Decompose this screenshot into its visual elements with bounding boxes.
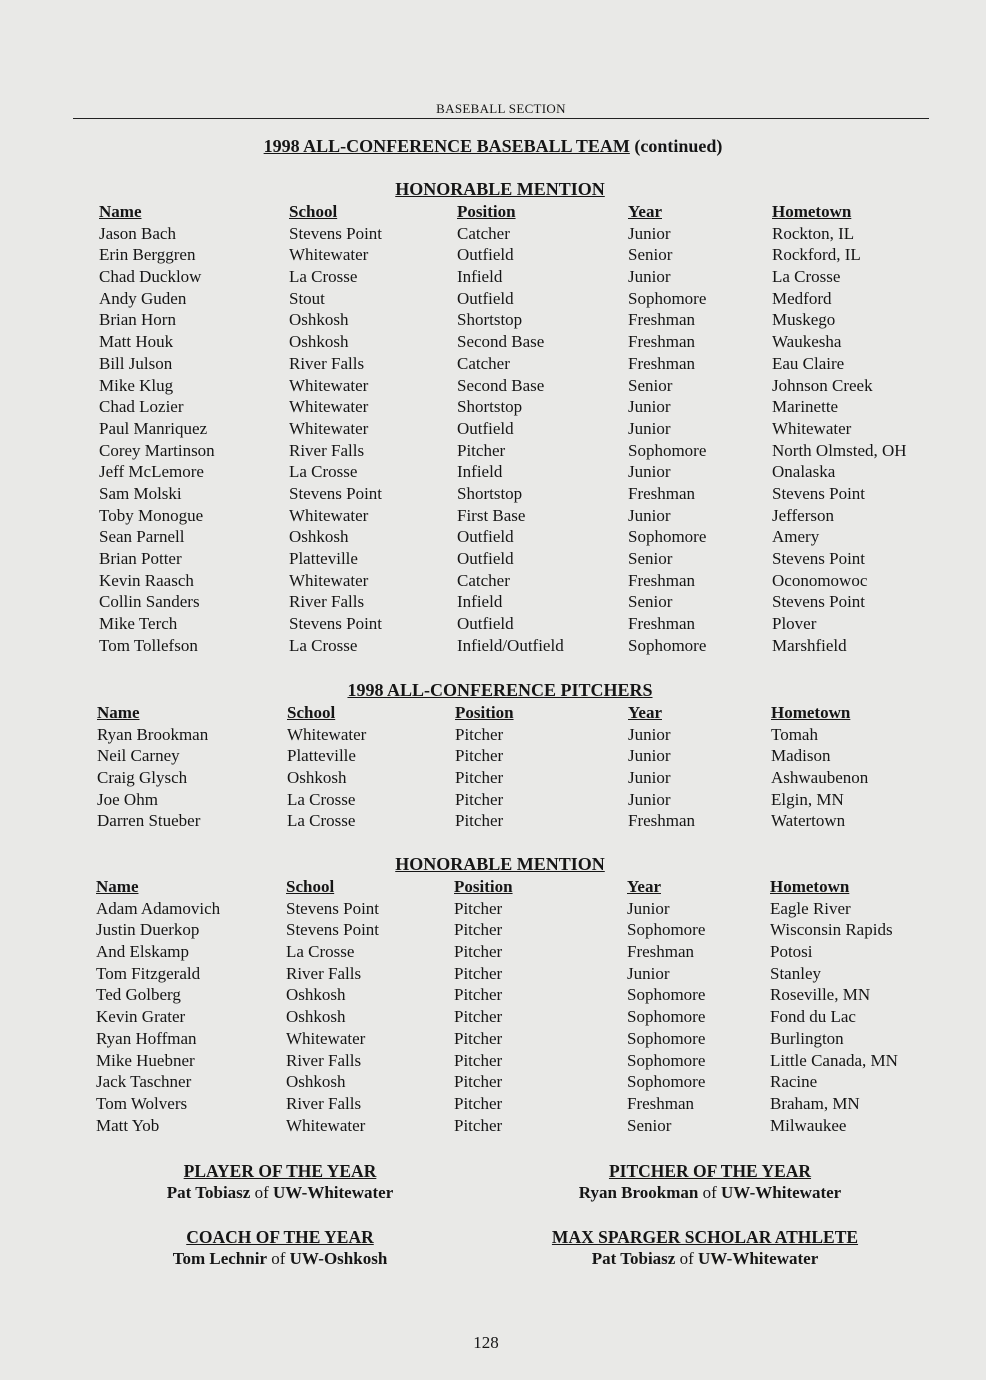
award-of: of <box>679 1249 694 1268</box>
cell-position: Pitcher <box>455 724 504 744</box>
cell-hometown: Milwaukee <box>770 1115 847 1135</box>
cell-name: Sam Molski <box>99 483 182 503</box>
cell-position: Shortstop <box>457 310 523 330</box>
cell-position: Pitcher <box>455 746 504 766</box>
table-row <box>0 353 986 375</box>
cell-position: Pitcher <box>454 1093 503 1113</box>
cell-hometown: Braham, MN <box>770 1093 860 1113</box>
cell-year: Freshman <box>628 332 696 352</box>
cell-year: Junior <box>628 267 671 287</box>
cell-school: Oshkosh <box>289 527 349 547</box>
table-row <box>0 461 986 483</box>
title-main: 1998 ALL-CONFERENCE BASEBALL TEAM <box>263 136 630 156</box>
section-header: BASEBALL SECTION <box>73 101 929 119</box>
cell-name: Corey Martinson <box>99 440 215 460</box>
award-of: of <box>702 1183 717 1202</box>
cell-name: Tom Wolvers <box>96 1093 188 1113</box>
cell-hometown: Onalaska <box>772 462 836 482</box>
cell-year: Freshman <box>627 942 695 962</box>
cell-year: Senior <box>628 592 673 612</box>
cell-name: Chad Ducklow <box>99 267 202 287</box>
table-row <box>0 570 986 592</box>
cell-year: Freshman <box>628 353 696 373</box>
column-header-school: School <box>286 877 335 896</box>
cell-year: Sophomore <box>627 920 706 940</box>
cell-position: Catcher <box>457 570 510 590</box>
cell-name: Kevin Raasch <box>99 570 194 590</box>
cell-position: Outfield <box>457 245 514 265</box>
cell-hometown: Eau Claire <box>772 353 845 373</box>
cell-school: Stevens Point <box>286 920 380 940</box>
cell-school: La Crosse <box>289 267 358 287</box>
cell-year: Junior <box>628 418 671 438</box>
cell-name: And Elskamp <box>96 942 190 962</box>
page-number: 128 <box>473 1333 499 1352</box>
cell-hometown: Stanley <box>770 963 821 983</box>
cell-name: Joe Ohm <box>97 789 158 809</box>
cell-position: Pitcher <box>454 920 503 940</box>
table-row <box>0 789 986 811</box>
cell-year: Sophomore <box>627 1028 706 1048</box>
cell-year: Freshman <box>628 614 696 634</box>
table-row <box>0 505 986 527</box>
cell-school: Stout <box>289 288 325 308</box>
cell-school: Whitewater <box>289 375 369 395</box>
pitchers-heading: 1998 ALL-CONFERENCE PITCHERS <box>347 680 653 700</box>
table-row <box>0 767 986 789</box>
cell-year: Sophomore <box>628 440 707 460</box>
award-recipient: Pat Tobiasz <box>591 1249 676 1268</box>
cell-hometown: Whitewater <box>772 418 852 438</box>
cell-school: Whitewater <box>286 1115 366 1135</box>
cell-hometown: Madison <box>771 746 831 766</box>
cell-position: Pitcher <box>454 1115 503 1135</box>
cell-hometown: North Olmsted, OH <box>772 440 907 460</box>
honorable-mention-table-2 <box>0 876 986 1136</box>
cell-school: Platteville <box>287 746 356 766</box>
table-row <box>0 1006 986 1028</box>
cell-year: Junior <box>627 898 670 918</box>
cell-school: Oshkosh <box>287 768 347 788</box>
cell-year: Senior <box>628 549 673 568</box>
cell-name: Justin Duerkop <box>96 920 200 940</box>
cell-position: Shortstop <box>457 483 523 503</box>
page-title <box>0 136 986 157</box>
cell-position: Outfield <box>457 288 514 308</box>
cell-position: Infield <box>457 267 503 287</box>
cell-name: Toby Monogue <box>99 505 204 525</box>
cell-year: Freshman <box>627 1093 695 1113</box>
cell-school: Oshkosh <box>286 1072 346 1092</box>
table-row <box>0 1050 986 1072</box>
column-header-hometown: Hometown <box>771 703 851 722</box>
cell-position: Pitcher <box>454 898 503 918</box>
column-header-school: School <box>287 703 336 722</box>
cell-position: Shortstop <box>457 397 523 417</box>
table-row <box>0 898 986 920</box>
column-header-hometown: Hometown <box>770 877 850 896</box>
cell-school: River Falls <box>289 440 365 460</box>
cell-position: Infield <box>457 462 503 482</box>
cell-school: Oshkosh <box>286 985 346 1005</box>
table-row <box>0 1028 986 1050</box>
cell-position: Pitcher <box>455 789 504 809</box>
award-school: UW-Whitewater <box>273 1183 394 1202</box>
cell-year: Junior <box>628 746 671 766</box>
award-pitcher-of-the-year <box>540 1160 880 1204</box>
cell-school: Whitewater <box>289 245 369 265</box>
cell-year: Junior <box>627 963 670 983</box>
cell-school: Whitewater <box>289 397 369 417</box>
cell-school: Whitewater <box>289 418 369 438</box>
cell-position: Pitcher <box>454 1007 503 1027</box>
table-row <box>0 440 986 462</box>
cell-school: Whitewater <box>286 1028 366 1048</box>
cell-year: Junior <box>628 223 671 243</box>
cell-position: Pitcher <box>454 985 503 1005</box>
table-header <box>0 702 986 724</box>
cell-year: Freshman <box>628 811 696 831</box>
cell-hometown: Fond du Lac <box>770 1007 856 1027</box>
column-header-position: Position <box>454 877 513 896</box>
award-school: UW-Whitewater <box>720 1183 842 1202</box>
cell-name: Collin Sanders <box>99 592 200 612</box>
table-row <box>0 266 986 288</box>
cell-name: Sean Parnell <box>99 527 185 547</box>
cell-hometown: Rockford, IL <box>772 245 861 265</box>
table-row <box>0 418 986 440</box>
table-row <box>0 635 986 657</box>
cell-position: Pitcher <box>454 1072 503 1092</box>
cell-hometown: Elgin, MN <box>771 789 844 809</box>
cell-hometown: Stevens Point <box>772 592 866 612</box>
cell-name: Mike Huebner <box>96 1050 195 1070</box>
cell-school: Stevens Point <box>289 223 383 243</box>
award-label: PITCHER OF THE YEAR <box>608 1161 812 1181</box>
table-row <box>0 223 986 245</box>
cell-hometown: Johnson Creek <box>772 375 873 395</box>
column-header-school: School <box>289 202 338 221</box>
cell-name: Ryan Hoffman <box>96 1028 197 1048</box>
cell-hometown: Oconomowoc <box>772 570 868 590</box>
table-row <box>0 919 986 941</box>
cell-name: Tom Fitzgerald <box>96 963 201 983</box>
cell-name: Kevin Grater <box>96 1007 186 1027</box>
cell-hometown: Amery <box>772 527 820 547</box>
cell-school: La Crosse <box>287 789 356 809</box>
column-header-position: Position <box>455 703 514 722</box>
cell-school: Platteville <box>289 549 358 568</box>
cell-position: Pitcher <box>454 963 503 983</box>
cell-name: Matt Houk <box>99 332 174 352</box>
cell-name: Ted Golberg <box>96 985 181 1005</box>
award-school: UW-Oshkosh <box>289 1249 388 1268</box>
cell-name: Chad Lozier <box>99 397 184 417</box>
cell-position: Outfield <box>457 527 514 547</box>
honorable-mention-table-1 <box>0 201 986 656</box>
award-label: MAX SPARGER SCHOLAR ATHLETE <box>551 1227 859 1247</box>
cell-school: Oshkosh <box>286 1007 346 1027</box>
table-row <box>0 396 986 418</box>
table-header <box>0 876 986 898</box>
cell-school: River Falls <box>289 592 365 612</box>
cell-hometown: Potosi <box>770 942 813 962</box>
cell-hometown: Muskego <box>772 310 836 330</box>
cell-hometown: Rockton, IL <box>772 223 855 243</box>
table-row <box>0 963 986 985</box>
table-row <box>0 613 986 635</box>
table-row <box>0 1093 986 1115</box>
cell-school: Whitewater <box>289 570 369 590</box>
cell-name: Mike Klug <box>99 375 174 395</box>
award-recipient: Pat Tobiasz <box>166 1183 251 1202</box>
award-coach-of-the-year <box>130 1226 430 1270</box>
cell-position: Outfield <box>457 614 514 634</box>
cell-school: River Falls <box>286 1050 362 1070</box>
table-row <box>0 309 986 331</box>
cell-name: Jack Taschner <box>96 1072 192 1092</box>
column-header-year: Year <box>628 202 662 221</box>
cell-position: Pitcher <box>455 768 504 788</box>
cell-year: Junior <box>628 724 671 744</box>
cell-hometown: Racine <box>770 1072 818 1092</box>
award-player-of-the-year <box>130 1160 430 1204</box>
table-row <box>0 810 986 832</box>
cell-year: Sophomore <box>627 1007 706 1027</box>
cell-hometown: Little Canada, MN <box>770 1050 898 1070</box>
cell-school: River Falls <box>286 1093 362 1113</box>
cell-school: La Crosse <box>287 811 356 831</box>
cell-year: Senior <box>628 375 673 395</box>
cell-position: Pitcher <box>455 811 504 831</box>
cell-name: Craig Glysch <box>97 768 188 788</box>
cell-hometown: Stevens Point <box>772 549 866 568</box>
award-of: of <box>254 1183 269 1202</box>
award-scholar-athlete <box>520 1226 890 1270</box>
award-school: UW-Whitewater <box>698 1249 819 1268</box>
cell-name: Darren Stueber <box>97 811 201 831</box>
cell-year: Junior <box>628 505 671 525</box>
cell-year: Sophomore <box>628 635 707 655</box>
cell-name: Adam Adamovich <box>96 898 221 918</box>
column-header-position: Position <box>457 202 516 221</box>
table-row <box>0 941 986 963</box>
cell-position: Pitcher <box>457 440 506 460</box>
column-header-year: Year <box>627 877 661 896</box>
cell-hometown: Plover <box>772 614 817 634</box>
cell-school: La Crosse <box>289 635 358 655</box>
column-header-name: Name <box>99 202 142 221</box>
cell-hometown: Marinette <box>772 397 839 417</box>
cell-name: Jason Bach <box>99 223 176 243</box>
table-row <box>0 331 986 353</box>
cell-school: Whitewater <box>289 505 369 525</box>
cell-school: Whitewater <box>287 724 367 744</box>
pitchers-table <box>0 702 986 832</box>
cell-position: Second Base <box>457 375 545 395</box>
cell-year: Junior <box>628 397 671 417</box>
cell-school: River Falls <box>289 353 365 373</box>
column-header-hometown: Hometown <box>772 202 852 221</box>
cell-position: First Base <box>457 505 526 525</box>
cell-year: Sophomore <box>627 1050 706 1070</box>
cell-name: Paul Manriquez <box>99 418 208 438</box>
cell-name: Matt Yob <box>96 1115 160 1135</box>
cell-name: Brian Horn <box>99 310 176 330</box>
table-row <box>0 745 986 767</box>
cell-position: Pitcher <box>454 1028 503 1048</box>
cell-hometown: Ashwaubenon <box>771 768 869 788</box>
cell-hometown: Wisconsin Rapids <box>770 920 893 940</box>
table-row <box>0 288 986 310</box>
cell-name: Ryan Brookman <box>97 724 209 744</box>
cell-name: Andy Guden <box>99 288 187 308</box>
cell-year: Junior <box>628 768 671 788</box>
cell-year: Senior <box>628 245 673 265</box>
cell-hometown: Medford <box>772 288 832 308</box>
cell-hometown: Watertown <box>771 811 846 831</box>
table-row <box>0 1115 986 1137</box>
table-row <box>0 526 986 548</box>
cell-hometown: La Crosse <box>772 267 841 287</box>
award-label: PLAYER OF THE YEAR <box>183 1161 377 1181</box>
cell-school: Oshkosh <box>289 332 349 352</box>
cell-hometown: Marshfield <box>772 635 847 655</box>
cell-school: Oshkosh <box>289 310 349 330</box>
cell-year: Sophomore <box>627 1072 706 1092</box>
title-suffix: (continued) <box>634 136 723 156</box>
cell-position: Catcher <box>457 353 510 373</box>
cell-position: Outfield <box>457 418 514 438</box>
cell-year: Freshman <box>628 570 696 590</box>
award-recipient: Tom Lechnir <box>172 1249 267 1268</box>
cell-position: Outfield <box>457 549 514 568</box>
cell-hometown: Eagle River <box>770 898 851 918</box>
table-row <box>0 375 986 397</box>
cell-year: Freshman <box>628 310 696 330</box>
cell-name: Erin Berggren <box>99 245 196 265</box>
cell-school: La Crosse <box>286 942 355 962</box>
cell-hometown: Waukesha <box>772 332 842 352</box>
table-row <box>0 1071 986 1093</box>
award-label: COACH OF THE YEAR <box>186 1227 374 1247</box>
cell-year: Junior <box>628 462 671 482</box>
cell-name: Mike Terch <box>99 614 178 634</box>
cell-position: Second Base <box>457 332 545 352</box>
cell-position: Catcher <box>457 223 510 243</box>
table-row <box>0 244 986 266</box>
cell-name: Tom Tollefson <box>99 635 198 655</box>
cell-hometown: Roseville, MN <box>770 985 871 1005</box>
column-header-name: Name <box>96 877 139 896</box>
cell-position: Pitcher <box>454 942 503 962</box>
cell-year: Sophomore <box>628 288 707 308</box>
table-row <box>0 724 986 746</box>
table-header <box>0 201 986 223</box>
cell-school: Stevens Point <box>289 483 383 503</box>
cell-position: Infield/Outfield <box>457 635 564 655</box>
cell-name: Bill Julson <box>99 353 173 373</box>
cell-name: Jeff McLemore <box>99 462 204 482</box>
cell-hometown: Tomah <box>771 724 818 744</box>
cell-position: Pitcher <box>454 1050 503 1070</box>
column-header-name: Name <box>97 703 140 722</box>
table-row <box>0 591 986 613</box>
table-row <box>0 984 986 1006</box>
cell-hometown: Jefferson <box>772 505 834 525</box>
cell-school: Stevens Point <box>289 614 383 634</box>
cell-year: Sophomore <box>627 985 706 1005</box>
cell-year: Sophomore <box>628 527 707 547</box>
award-of: of <box>271 1249 286 1268</box>
cell-hometown: Burlington <box>770 1028 844 1048</box>
cell-hometown: Stevens Point <box>772 483 866 503</box>
table-row <box>0 483 986 505</box>
cell-school: Stevens Point <box>286 898 380 918</box>
cell-year: Junior <box>628 789 671 809</box>
award-recipient: Ryan Brookman <box>578 1183 699 1202</box>
honorable-mention-heading-2: HONORABLE MENTION <box>395 854 605 874</box>
cell-name: Neil Carney <box>97 746 180 766</box>
cell-year: Senior <box>627 1115 672 1135</box>
cell-school: River Falls <box>286 963 362 983</box>
table-row <box>0 548 986 570</box>
cell-school: La Crosse <box>289 462 358 482</box>
cell-year: Freshman <box>628 483 696 503</box>
cell-position: Infield <box>457 592 503 612</box>
honorable-mention-heading-1: HONORABLE MENTION <box>395 179 605 199</box>
cell-name: Brian Potter <box>99 549 182 568</box>
column-header-year: Year <box>628 703 662 722</box>
